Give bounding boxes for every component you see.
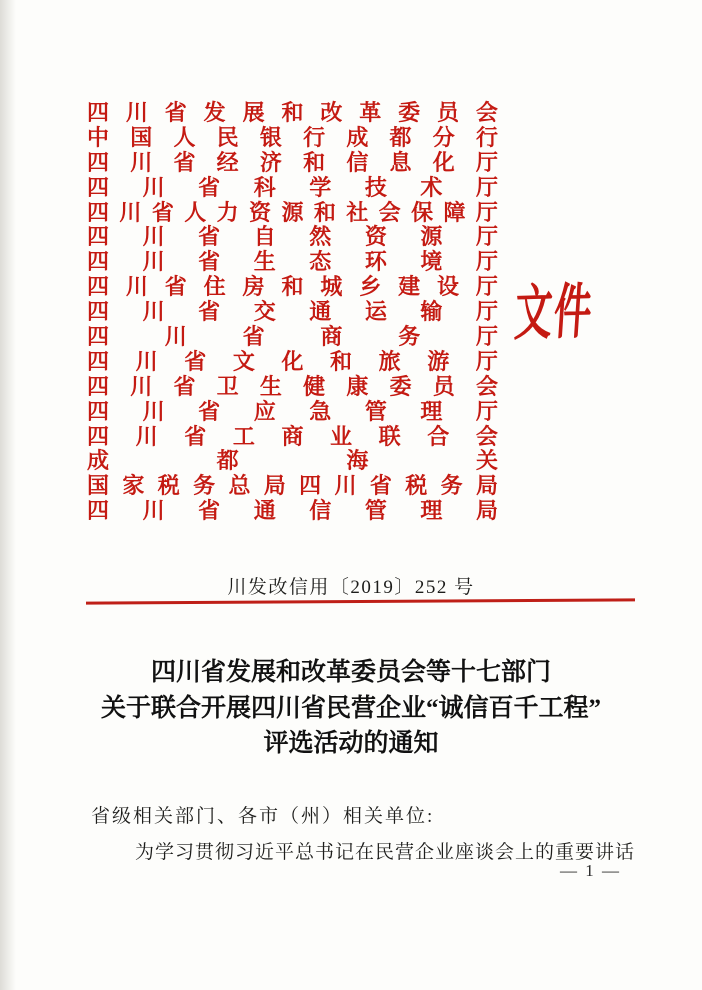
document-title xyxy=(0,655,702,762)
agency-line: 成 都 海 关 xyxy=(87,448,498,474)
document-type-label: 文件 xyxy=(512,278,596,347)
agency-line: 四 川 省 自 然 资 源 厅 xyxy=(87,224,498,250)
document-title-line-3: 评选活动的通知 xyxy=(263,730,439,757)
agency-line: 四 川 省 卫 生 健 康 委 员 会 xyxy=(87,373,498,399)
agency-line: 四 川 省 商 务 厅 xyxy=(87,324,498,350)
page-number: — 1 — xyxy=(560,861,621,880)
red-divider-line xyxy=(86,598,635,604)
agency-line: 四 川 省 生 态 环 境 厅 xyxy=(87,249,498,275)
agency-line: 四 川 省 应 急 管 理 厅 xyxy=(87,398,498,424)
agency-line: 四 川 省 发 展 和 改 革 委 员 会 xyxy=(87,100,498,125)
body-paragraph-first-line: 为学习贯彻习近平总书记在民营企业座谈会上的重要讲话 xyxy=(135,842,636,863)
scan-edge-shadow xyxy=(0,0,16,990)
document-reference-number: 川发改信用〔2019〕252 号 xyxy=(227,577,475,598)
salutation-line: 省级相关部门、各市（州）相关单位: xyxy=(91,806,435,827)
agency-line: 四 川 省 工 商 业 联 合 会 xyxy=(87,423,498,449)
agency-line: 国 家 税 务 总 局 四 川 省 税 务 局 xyxy=(87,473,498,499)
document-title-line-1: 四川省发展和改革委员会等十七部门 xyxy=(150,659,551,686)
agency-line: 四 川 省 通 信 管 理 局 xyxy=(87,498,498,524)
document-title-line-2: 关于联合开展四川省民营企业“诚信百千工程” xyxy=(100,694,601,722)
agency-line: 中 国 人 民 银 行 成 都 分 行 xyxy=(87,124,498,150)
red-header-agency-list xyxy=(87,101,498,524)
agency-line: 四 川 省 人 力 资 源 和 社 会 保 障 厅 xyxy=(87,199,498,225)
agency-line: 四 川 省 交 通 运 输 厅 xyxy=(87,299,498,325)
agency-line: 四 川 省 经 济 和 信 息 化 厅 xyxy=(87,149,498,175)
agency-line: 四 川 省 住 房 和 城 乡 建 设 厅 xyxy=(87,274,498,300)
agency-line: 四 川 省 科 学 技 术 厅 xyxy=(87,174,498,200)
agency-line: 四 川 省 文 化 和 旅 游 厅 xyxy=(87,348,498,374)
